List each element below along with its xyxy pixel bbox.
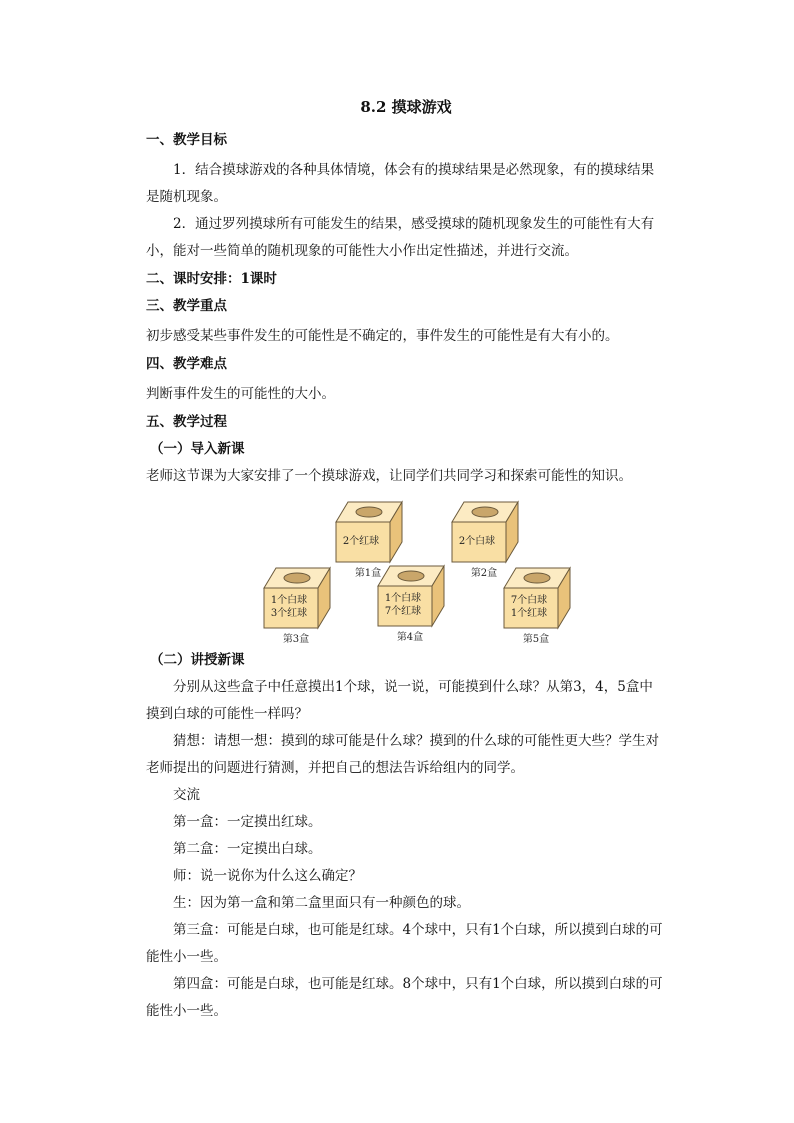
box-4-line-2: 7个红球	[384, 606, 422, 617]
box-1-line-1: 2个红球	[342, 535, 380, 547]
heading-difficulties: 四、教学难点	[146, 356, 227, 372]
subheading-intro: （一）导入新课	[150, 441, 245, 457]
key-points-paragraph: 初步感受某些事件发生的可能性是不确定的，事件发生的可能性是有大有小的。	[146, 328, 619, 344]
box-1-caption: 第1盒	[354, 568, 382, 579]
box-4-line-1: 1个白球	[384, 593, 422, 604]
box-1	[332, 498, 404, 579]
goal-paragraph-2: 2．通过罗列摸球所有可能发生的结果，感受摸球的随机现象发生的可能性有大有小，能对一些简单的随机现象的可能性大小作出定性描述，并进行交流。	[146, 216, 655, 259]
box-5-line-2: 1个红球	[510, 608, 548, 619]
box-2-line-1: 2个白球	[458, 535, 496, 547]
box-4-caption: 第4盒	[396, 632, 424, 643]
lecture-paragraph-1: 分别从这些盒子中任意摸出1个球，说一说，可能摸到什么球？从第3，4，5盒中摸到白球的可能性一样吗？	[146, 679, 653, 722]
box-5-hole-icon	[524, 573, 550, 583]
heading-schedule: 二、课时安排：1课时	[146, 271, 277, 287]
exchange-line-1: 第一盒：一定摸出红球。	[173, 814, 322, 830]
difficulties-paragraph: 判断事件发生的可能性的大小。	[146, 386, 335, 402]
box-3-hole-icon	[284, 573, 310, 583]
exchange-label: 交流	[173, 787, 200, 803]
intro-paragraph: 老师这节课为大家安排了一个摸球游戏，让同学们共同学习和探索可能性的知识。	[146, 468, 632, 484]
heading-key-points: 三、教学重点	[146, 298, 227, 314]
box-2	[448, 498, 520, 579]
box-3-line-1: 1个白球	[270, 595, 308, 606]
subheading-lecture: （二）讲授新课	[150, 652, 245, 668]
box-5	[500, 564, 572, 645]
box-4	[374, 562, 446, 643]
box-5-caption: 第5盒	[522, 634, 550, 645]
box-2-label	[452, 522, 502, 560]
box-2-hole-icon	[472, 507, 498, 517]
box-3-caption: 第3盒	[282, 634, 310, 645]
page-title: 8.2 摸球游戏	[360, 98, 452, 116]
exchange-line-3: 师：说一说你为什么这么确定？	[173, 868, 362, 884]
box-1-label	[336, 522, 386, 560]
box-2-caption: 第2盒	[470, 568, 498, 579]
exchange-line-6: 第四盒：可能是白球，也可能是红球。8个球中，只有1个白球，所以摸到白球的可能性小一些。	[146, 976, 663, 1019]
exchange-line-5: 第三盒：可能是白球，也可能是红球。4个球中，只有1个白球，所以摸到白球的可能性小一些。	[146, 922, 663, 965]
box-1-hole-icon	[356, 507, 382, 517]
box-3-line-2: 3个红球	[270, 608, 308, 619]
document-body	[146, 96, 666, 1025]
ball-boxes-figure	[146, 498, 666, 644]
lecture-paragraph-2: 猜想：请想一想：摸到的球可能是什么球？摸到的什么球的可能性更大些？学生对老师提出的问题进行猜测，并把自己的想法告诉给组内的同学。	[146, 733, 659, 776]
heading-teaching-goals: 一、教学目标	[146, 132, 227, 148]
goal-paragraph-1: 1．结合摸球游戏的各种具体情境，体会有的摸球结果是必然现象，有的摸球结果是随机现象。	[146, 162, 655, 205]
box-4-label	[378, 586, 428, 624]
box-3	[260, 564, 332, 645]
heading-process: 五、教学过程	[146, 414, 227, 430]
exchange-line-2: 第二盒：一定摸出白球。	[173, 841, 322, 857]
box-3-label	[264, 588, 314, 626]
box-5-line-1: 7个白球	[510, 595, 548, 606]
box-4-hole-icon	[398, 571, 424, 581]
exchange-line-4: 生：因为第一盒和第二盒里面只有一种颜色的球。	[173, 895, 470, 911]
box-5-label	[504, 588, 554, 626]
